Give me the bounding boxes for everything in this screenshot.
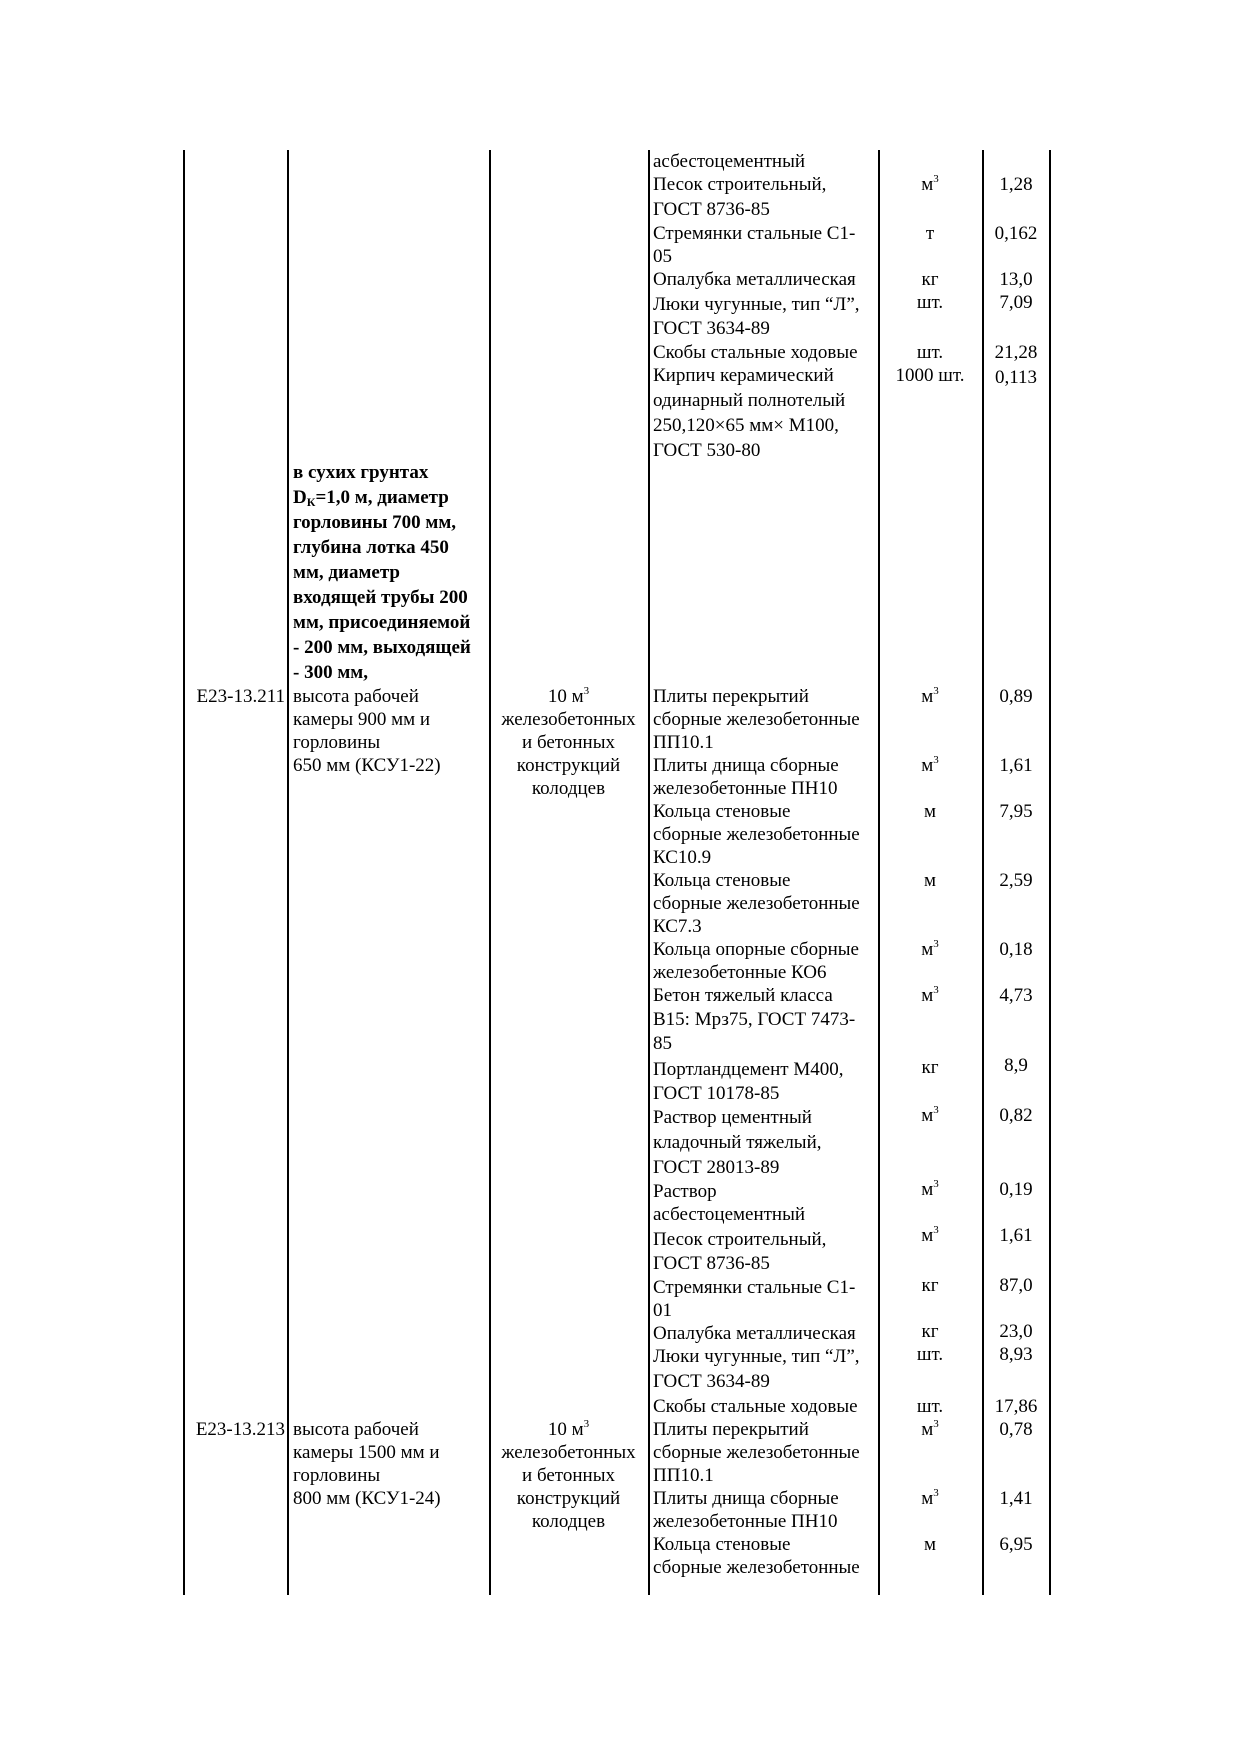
- material-name: Раствор: [653, 1181, 717, 1202]
- material-name: Кольца стеновые: [653, 801, 791, 822]
- group-heading: мм, диаметр: [293, 562, 400, 583]
- group-heading: горловины 700 мм,: [293, 512, 457, 533]
- material-name: 01: [653, 1300, 672, 1321]
- material-name: Кольца стеновые: [653, 870, 791, 891]
- material-unit: кг: [921, 1321, 939, 1342]
- material-quantity: 0,82: [999, 1105, 1033, 1126]
- material-unit: шт.: [916, 292, 944, 313]
- material-quantity: 6,95: [999, 1534, 1033, 1555]
- material-quantity: 17,86: [994, 1396, 1038, 1417]
- row-description: горловины: [293, 1465, 381, 1486]
- material-unit: $м^3$: [921, 938, 939, 960]
- group-heading: глубина лотка 450: [293, 537, 449, 558]
- material-unit: $м^3$: [921, 685, 939, 707]
- material-quantity: 7,95: [999, 801, 1033, 822]
- material-name: ПП10.1: [653, 732, 714, 753]
- material-name: Плиты днища сборные: [653, 755, 839, 776]
- row-unit: железобетонных: [501, 709, 636, 730]
- table-column-divider: [648, 150, 650, 1595]
- material-name: Раствор цементный: [653, 1107, 812, 1128]
- row-unit: и бетонных: [522, 732, 615, 753]
- row-unit: колодцев: [531, 778, 606, 799]
- material-name: ГОСТ 530-80: [653, 440, 761, 461]
- material-unit: 1000 шт.: [895, 365, 965, 386]
- material-name: Портландцемент М400,: [653, 1059, 844, 1080]
- group-heading: - 300 мм,: [293, 662, 368, 683]
- material-quantity: 0,113: [994, 367, 1038, 388]
- material-quantity: 1,28: [999, 174, 1033, 195]
- material-name: Опалубка металлическая: [653, 269, 856, 290]
- material-quantity: 7,09: [999, 292, 1033, 313]
- group-heading: мм, присоединяемой: [293, 612, 471, 633]
- material-name: Скобы стальные ходовые: [653, 342, 858, 363]
- material-quantity: 1,61: [999, 1225, 1033, 1246]
- material-name: сборные железобетонные: [653, 1442, 860, 1463]
- material-name: сборные железобетонные: [653, 893, 860, 914]
- material-name: Стремянки стальные С1-: [653, 223, 856, 244]
- material-unit: $м^3$: [921, 1224, 939, 1246]
- material-unit: шт.: [916, 1344, 944, 1365]
- group-heading: - 200 мм, выходящей: [293, 637, 471, 658]
- row-description: высота рабочей: [293, 1419, 419, 1440]
- material-name: Кольца опорные сборные: [653, 939, 859, 960]
- row-unit: конструкций: [516, 755, 621, 776]
- row-description: 800 мм (КСУ1-24): [293, 1488, 441, 1509]
- material-unit: $м^3$: [921, 1178, 939, 1200]
- material-unit: $м^3$: [921, 173, 939, 195]
- material-unit: шт.: [916, 342, 944, 363]
- material-name: кладочный тяжелый,: [653, 1132, 822, 1153]
- material-name: Кольца стеновые: [653, 1534, 791, 1555]
- material-name: Песок строительный,: [653, 174, 827, 195]
- material-quantity: 21,28: [994, 342, 1038, 363]
- material-name: Кирпич керамический: [653, 365, 834, 386]
- material-name: сборные железобетонные: [653, 1557, 860, 1578]
- row-unit: и бетонных: [522, 1465, 615, 1486]
- material-unit: $м^3$: [921, 1487, 939, 1509]
- material-name: ГОСТ 8736-85: [653, 199, 770, 220]
- material-name: 85: [653, 1033, 672, 1054]
- group-heading: в сухих грунтах: [293, 462, 429, 483]
- row-code: Е23-13.213: [195, 1419, 285, 1440]
- row-description: высота рабочей: [293, 686, 419, 707]
- material-name: В15: Мрз75, ГОСТ 7473-: [653, 1009, 856, 1030]
- material-name: КС10.9: [653, 847, 712, 868]
- material-name: Стремянки стальные С1-: [653, 1277, 856, 1298]
- material-quantity: 0,89: [999, 686, 1033, 707]
- material-name: КС7.3: [653, 916, 702, 937]
- material-name: Бетон тяжелый класса: [653, 985, 833, 1006]
- material-name: железобетонные ПН10: [653, 1511, 838, 1532]
- material-name: 250,120×65 мм× М100,: [653, 415, 839, 436]
- material-unit: т: [925, 223, 935, 244]
- material-quantity: 1,41: [999, 1488, 1033, 1509]
- material-quantity: 87,0: [999, 1275, 1033, 1296]
- material-unit: м: [923, 870, 937, 891]
- row-description: камеры 900 мм и: [293, 709, 431, 730]
- row-unit: железобетонных: [501, 1442, 636, 1463]
- material-quantity: 2,59: [999, 870, 1033, 891]
- material-name: ГОСТ 3634-89: [653, 318, 770, 339]
- table-border-right: [1049, 150, 1051, 1595]
- group-heading: входящей трубы 200: [293, 587, 468, 608]
- material-unit: м: [923, 1534, 937, 1555]
- material-quantity: 8,93: [999, 1344, 1033, 1365]
- material-quantity: 23,0: [999, 1321, 1033, 1342]
- material-name: железобетонные КО6: [653, 962, 827, 983]
- row-unit: 10 $м^3$: [547, 685, 590, 707]
- material-unit: кг: [921, 1057, 939, 1078]
- material-name: Люки чугунные, тип “Л”,: [653, 294, 860, 315]
- material-name: Люки чугунные, тип “Л”,: [653, 1346, 860, 1367]
- material-name: сборные железобетонные: [653, 709, 860, 730]
- material-quantity: 0,19: [999, 1179, 1033, 1200]
- material-name: ГОСТ 3634-89: [653, 1371, 770, 1392]
- material-name: асбестоцементный: [653, 151, 806, 172]
- material-name: ГОСТ 28013-89: [653, 1157, 780, 1178]
- material-name: Опалубка металлическая: [653, 1323, 856, 1344]
- material-quantity: 1,61: [999, 755, 1033, 776]
- row-description: 650 мм (КСУ1-22): [293, 755, 441, 776]
- row-unit: колодцев: [531, 1511, 606, 1532]
- row-code: Е23-13.211: [196, 686, 285, 707]
- material-name: Плиты днища сборные: [653, 1488, 839, 1509]
- row-description: камеры 1500 мм и: [293, 1442, 440, 1463]
- material-unit: $м^3$: [921, 984, 939, 1006]
- row-unit: конструкций: [516, 1488, 621, 1509]
- material-unit: $м^3$: [921, 754, 939, 776]
- material-quantity: 0,18: [999, 939, 1033, 960]
- material-name: Скобы стальные ходовые: [653, 1396, 858, 1417]
- material-name: 05: [653, 246, 672, 267]
- material-unit: кг: [921, 269, 939, 290]
- material-name: Песок строительный,: [653, 1229, 827, 1250]
- table-column-divider: [489, 150, 491, 1595]
- material-name: железобетонные ПН10: [653, 778, 838, 799]
- material-name: одинарный полнотелый: [653, 390, 846, 411]
- material-quantity: 4,73: [999, 985, 1033, 1006]
- group-heading: $D_К=1,0$ м, диаметр: [293, 487, 449, 509]
- material-name: сборные железобетонные: [653, 824, 860, 845]
- material-unit: $м^3$: [921, 1104, 939, 1126]
- table-column-divider: [287, 150, 289, 1595]
- material-quantity: 8,9: [1004, 1055, 1028, 1076]
- material-quantity: 0,162: [994, 223, 1038, 244]
- table-border-left: [183, 150, 185, 1595]
- material-name: Плиты перекрытий: [653, 686, 809, 707]
- material-name: асбестоцементный: [653, 1204, 806, 1225]
- material-unit: кг: [921, 1275, 939, 1296]
- material-quantity: 13,0: [999, 269, 1033, 290]
- material-unit: шт.: [916, 1396, 944, 1417]
- row-unit: 10 $м^3$: [547, 1418, 590, 1440]
- material-quantity: 0,78: [999, 1419, 1033, 1440]
- material-name: ГОСТ 10178-85: [653, 1083, 780, 1104]
- material-name: ПП10.1: [653, 1465, 714, 1486]
- row-description: горловины: [293, 732, 381, 753]
- material-unit: м: [923, 801, 937, 822]
- material-unit: $м^3$: [921, 1418, 939, 1440]
- material-name: ГОСТ 8736-85: [653, 1253, 770, 1274]
- material-name: Плиты перекрытий: [653, 1419, 809, 1440]
